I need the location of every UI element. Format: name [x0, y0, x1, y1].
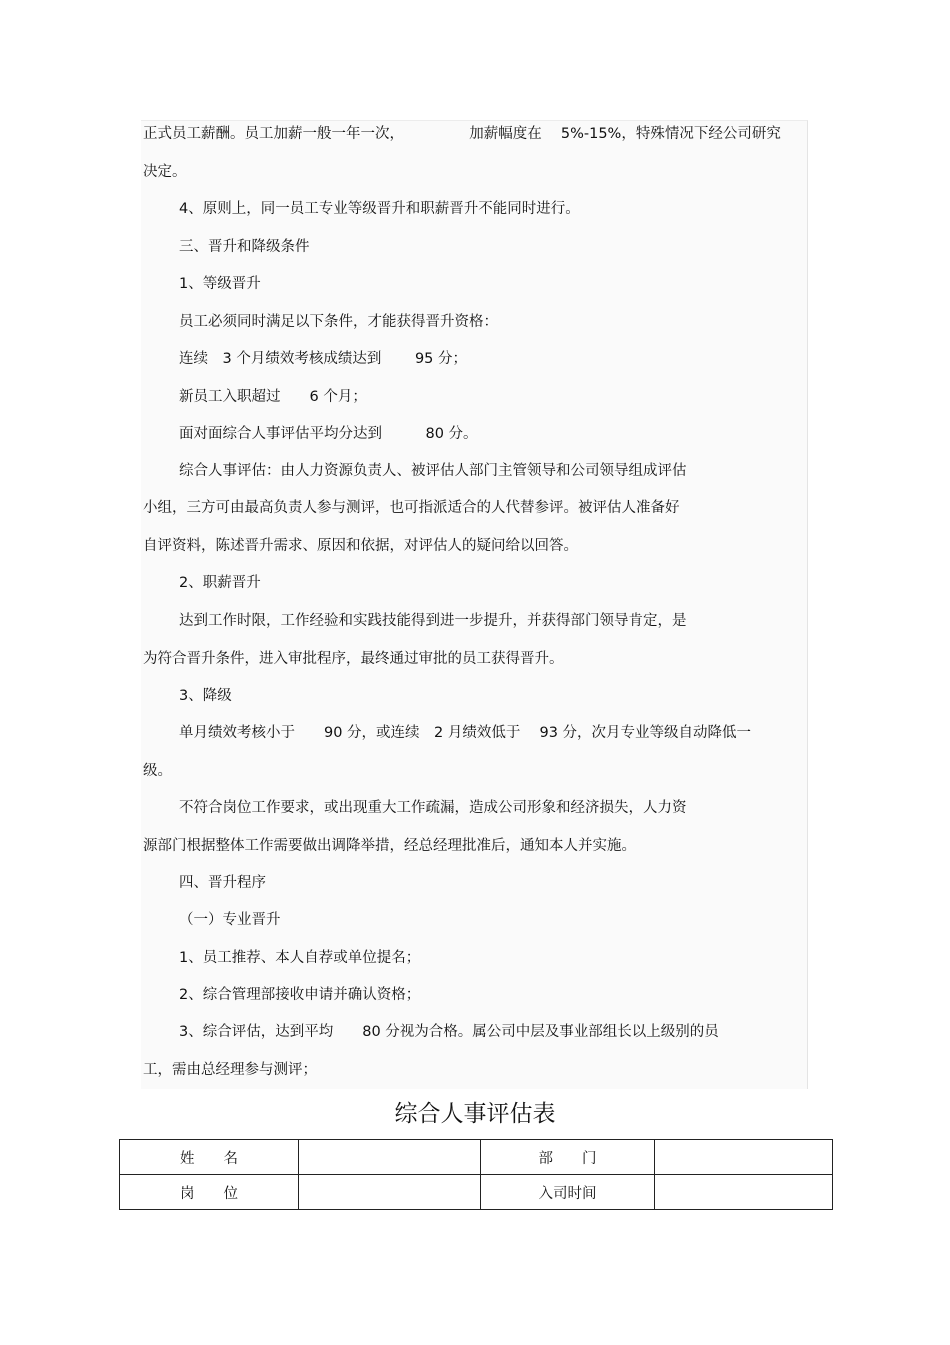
line: 单月绩效考核小于 90 分，或连续 2 月绩效低于 93 分，次月专业等级自动降低一 — [179, 725, 752, 741]
line: 不符合岗位工作要求，或出现重大工作疏漏，造成公司形象和经济损失，人力资 — [179, 800, 687, 816]
form-title: 综合人事评估表 — [394, 1101, 556, 1127]
subsection-heading: 2、职薪晋升 — [179, 575, 261, 591]
document-body — [141, 120, 808, 1089]
line: 员工必须同时满足以下条件，才能获得晋升资格： — [179, 314, 498, 330]
section-heading: 三、晋升和降级条件 — [179, 239, 310, 255]
entry-date-value-cell[interactable] — [655, 1175, 833, 1210]
section-heading: 四、晋升程序 — [179, 875, 266, 891]
line: 小组，三方可由最高负责人参与测评，也可指派适合的人代替参评。被评估人准备好 — [143, 500, 680, 516]
name-value-cell[interactable] — [299, 1140, 481, 1175]
department-value-cell[interactable] — [655, 1140, 833, 1175]
line: 面对面综合人事评估平均分达到 80 分。 — [179, 426, 478, 442]
line: 源部门根据整体工作需要做出调降举措，经总经理批准后，通知本人并实施。 — [143, 838, 636, 854]
subsection-heading: （一）专业晋升 — [179, 912, 281, 928]
subsection-heading: 1、等级晋升 — [179, 276, 261, 292]
table-row — [120, 1175, 833, 1210]
line: 新员工入职超过 6 个月； — [179, 389, 367, 405]
line: 达到工作时限，工作经验和实践技能得到进一步提升，并获得部门领导肯定，是 — [179, 613, 687, 629]
position-label: 岗 位 — [120, 1175, 299, 1210]
list-item: 3、综合评估，达到平均 80 分视为合格。属公司中层及事业部组长以上级别的员 — [179, 1024, 719, 1040]
line: 为符合晋升条件，进入审批程序，最终通过审批的员工获得晋升。 — [143, 651, 564, 667]
line: 正式员工薪酬。员工加薪一般一年一次， 加薪幅度在 5%-15%，特殊情况下经公司研究 — [143, 126, 781, 142]
evaluation-form-table — [119, 1139, 833, 1210]
line: 自评资料，陈述晋升需求、原因和依据，对评估人的疑问给以回答。 — [143, 538, 578, 554]
position-value-cell[interactable] — [299, 1175, 481, 1210]
list-item: 2、综合管理部接收申请并确认资格； — [179, 987, 421, 1003]
line: 决定。 — [143, 164, 187, 180]
list-item: 1、员工推荐、本人自荐或单位提名； — [179, 950, 421, 966]
line: 连续 3 个月绩效考核成绩达到 95 分； — [179, 351, 468, 367]
table-row — [120, 1140, 833, 1175]
line: 级。 — [143, 763, 172, 779]
department-label: 部 门 — [481, 1140, 655, 1175]
entry-date-label: 入司时间 — [481, 1175, 655, 1210]
line: 4、原则上，同一员工专业等级晋升和职薪晋升不能同时进行。 — [179, 201, 580, 217]
subsection-heading: 3、降级 — [179, 688, 232, 704]
line: 综合人事评估：由人力资源负责人、被评估人部门主管领导和公司领导组成评估 — [179, 463, 687, 479]
line: 工，需由总经理参与测评； — [143, 1062, 317, 1078]
name-label: 姓 名 — [120, 1140, 299, 1175]
